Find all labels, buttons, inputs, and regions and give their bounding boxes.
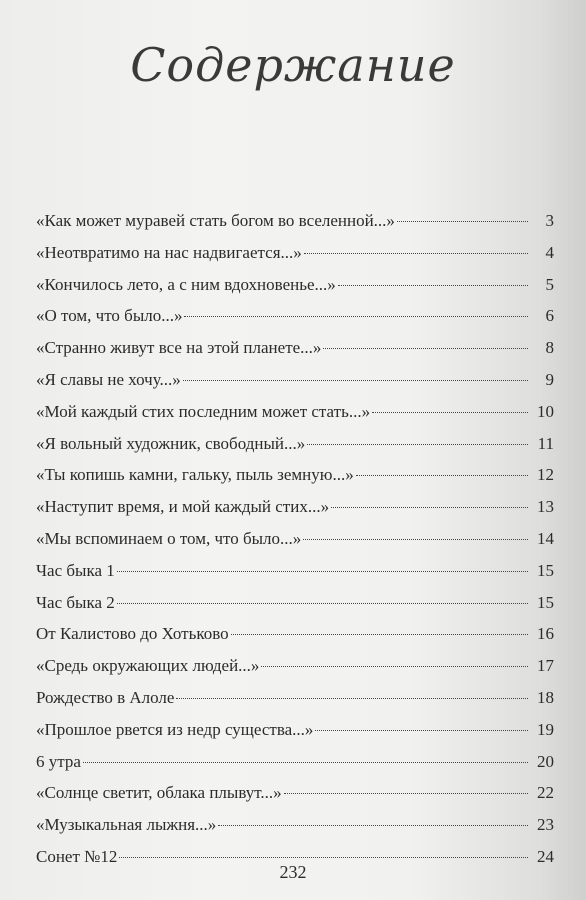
- dot-leader: [183, 380, 528, 381]
- toc-entry-page: 4: [545, 242, 554, 262]
- dot-leader: [119, 857, 528, 858]
- toc-entry-page: 3: [545, 211, 554, 230]
- toc-entry-title: Час быка 1: [36, 560, 115, 580]
- toc-entry-page: 11: [537, 433, 554, 453]
- toc-entry: [36, 809, 554, 841]
- dot-leader: [356, 475, 528, 476]
- toc-entry: [36, 300, 554, 332]
- toc-entry-page: 17: [537, 656, 554, 676]
- dot-leader: [83, 762, 528, 763]
- toc-entry-page: 12: [537, 465, 554, 485]
- toc-entry: [36, 491, 554, 523]
- toc-entry: [36, 587, 554, 619]
- dot-leader: [307, 444, 528, 445]
- toc-entry-title: «Ты копишь камни, гальку, пыль земную...»: [36, 465, 354, 485]
- toc-entry-page: 24: [537, 846, 554, 866]
- toc-entry-title: От Калистово до Хотьково: [36, 624, 229, 644]
- dot-leader: [338, 285, 528, 286]
- page-number: 232: [279, 862, 307, 882]
- toc-entry: [36, 396, 554, 428]
- toc-entry: [36, 746, 554, 778]
- toc-entry-page: 10: [537, 401, 554, 421]
- toc-entry-page: 13: [537, 497, 554, 517]
- toc-entry-title: «Прошлое рвется из недр существа...»: [36, 719, 314, 739]
- toc-entry-title: «Я славы не хочу...»: [36, 369, 181, 389]
- toc-entry-page: 6: [545, 306, 554, 326]
- toc-entry-page: 18: [537, 687, 554, 707]
- dot-leader: [176, 698, 528, 699]
- dot-leader: [261, 666, 528, 667]
- toc-entry-title: 6 утра: [36, 751, 81, 771]
- dot-leader: [304, 253, 528, 254]
- toc-entry: [36, 523, 554, 555]
- toc-entry: [36, 269, 554, 301]
- toc-entry: [36, 332, 554, 364]
- toc-entry: [36, 459, 554, 491]
- toc-entry-page: 23: [537, 815, 554, 835]
- dot-leader: [303, 539, 528, 540]
- toc-entry-page: 15: [537, 592, 554, 612]
- toc-entry: [36, 237, 554, 269]
- toc-entry-title: «Музыкальная лыжня...»: [36, 815, 217, 835]
- dot-leader: [184, 316, 528, 317]
- dot-leader: [231, 634, 528, 635]
- toc-entry: [36, 205, 554, 237]
- toc-entry-title: «Солнце светит, облака плывут...»: [36, 783, 282, 803]
- toc-entry-title: «Мой каждый стих последним может стать...»: [36, 401, 371, 421]
- toc-entry-page: 22: [537, 783, 554, 803]
- toc-entry-page: 15: [537, 560, 554, 580]
- toc-entry: [36, 650, 554, 682]
- toc-entry-title: «Наступит время, и мой каждый стих...»: [36, 497, 330, 517]
- toc-entry-page: 16: [537, 624, 554, 644]
- toc-entry-title: Час быка 2: [36, 592, 115, 612]
- toc-entry-title: «Как может муравей стать богом во вселенной...»: [36, 211, 395, 230]
- toc-entry: [36, 364, 554, 396]
- dot-leader: [331, 507, 528, 508]
- toc-entry-page: 5: [545, 274, 554, 294]
- dot-leader: [372, 412, 528, 413]
- toc-entry-title: «Мы вспоминаем о том, что было...»: [36, 528, 302, 548]
- toc-entry-title: «Кончилось лето, а с ним вдохновенье...»: [36, 274, 336, 294]
- toc-entry-page: 14: [537, 528, 554, 548]
- dot-leader: [323, 348, 528, 349]
- toc-entry: [36, 618, 554, 650]
- toc-entry-title: «Я вольный художник, свободный...»: [36, 433, 306, 453]
- toc-entry: [36, 555, 554, 587]
- toc-entry-title: «О том, что было...»: [36, 306, 183, 326]
- dot-leader: [315, 730, 528, 731]
- toc-entry-title: «Средь окружающих людей...»: [36, 656, 260, 676]
- toc-entry: [36, 428, 554, 460]
- toc-entry-page: 20: [537, 751, 554, 771]
- toc-entry-page: 9: [545, 369, 554, 389]
- toc-entry: [36, 777, 554, 809]
- dot-leader: [284, 793, 528, 794]
- toc-entry-title: Рождество в Алоле: [36, 687, 175, 707]
- toc-entry-page: 19: [537, 719, 554, 739]
- dot-leader: [117, 603, 528, 604]
- dot-leader: [218, 825, 528, 826]
- dot-leader: [397, 221, 528, 222]
- toc-entry-title: «Странно живут все на этой планете...»: [36, 338, 322, 358]
- toc-entry-title: Сонет №12: [36, 846, 118, 866]
- dot-leader: [117, 571, 528, 572]
- toc-entry-page: 8: [545, 338, 554, 358]
- table-of-contents: [36, 205, 554, 873]
- toc-entry: [36, 714, 554, 746]
- toc-entry-title: «Неотвратимо на нас надвигается...»: [36, 242, 302, 262]
- toc-entry: [36, 682, 554, 714]
- page-title: Содержание: [130, 38, 456, 92]
